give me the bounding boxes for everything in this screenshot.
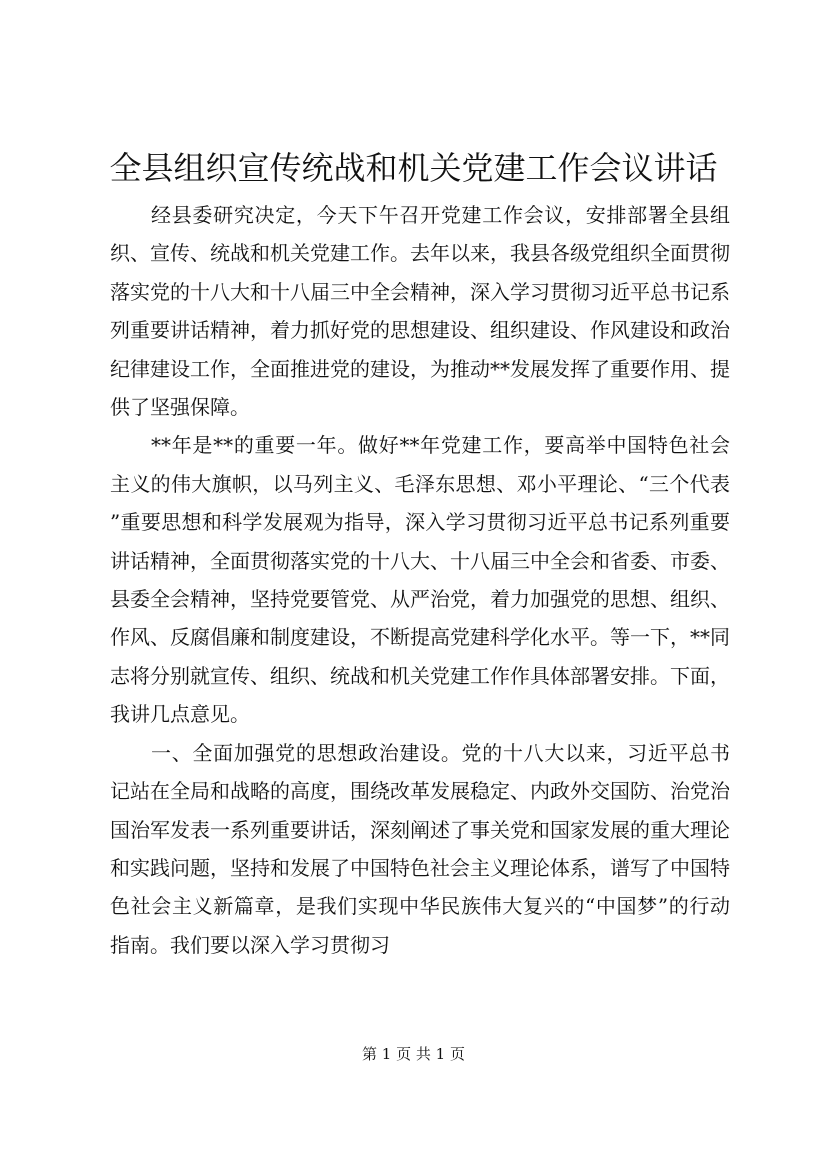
document-body (110, 196, 730, 964)
page-footer: 第 1 页 共 1 页 (362, 1045, 465, 1063)
document-title: 全县组织宣传统战和机关党建工作会议讲话 (109, 149, 718, 187)
paragraph-2: **年是**的重要一年。做好**年党建工作，要高举中国特色社会主义的伟大旗帜，以马列主义、毛泽东思想、邓小平理论、“三个代表”重要思想和科学发展观为指导，深入学习贯彻习近平总书记系列重要讲话精神，全面贯彻落实党的十八大、十八届三中全会和省委、市委、县委全会精神，坚持党要管党、从严治党，着力加强党的思想、组织、作风、反腐倡廉和制度建设，不断提高党建科学化水平。等一下，**同志将分别就宣传、组织、统战和机关党建工作作具体部署安排。下面，我讲几点意见。 (110, 433, 730, 727)
paragraph-3: 一、全面加强党的思想政治建设。党的十八大以来，习近平总书记站在全局和战略的高度，围绕改革发展稳定、内政外交国防、治党治国治军发表一系列重要讲话，深刻阐述了事关党和国家发展的重大理论和实践问题，坚持和发展了中国特色社会主义理论体系，谱写了中国特色社会主义新篇章，是我们实现中华民族伟大复兴的“中国梦”的行动指南。我们要以深入学习贯彻习 (110, 740, 730, 957)
paragraph-1: 经县委研究决定，今天下午召开党建工作会议，安排部署全县组织、宣传、统战和机关党建工作。去年以来，我县各级党组织全面贯彻落实党的十八大和十八届三中全会精神，深入学习贯彻习近平总书记系列重要讲话精神，着力抓好党的思想建设、组织建设、作风建设和政治纪律建设工作，全面推进党的建设，为推动**发展发挥了重要作用、提供了坚强保障。 (110, 203, 730, 420)
